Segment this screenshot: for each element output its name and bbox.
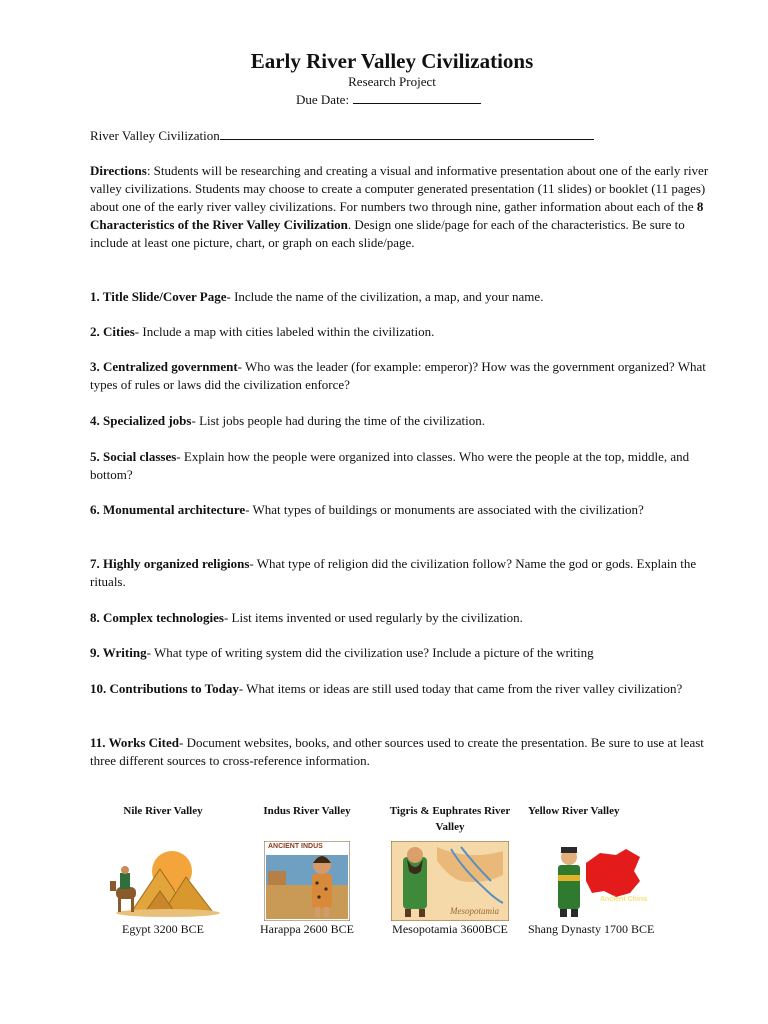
item-text: - Explain how the people were organized into classes. Who were the people at the top, middle, and bottom? bbox=[90, 449, 690, 482]
list-item bbox=[90, 680, 720, 698]
item-number: 11. bbox=[90, 735, 106, 750]
item-number: 8. bbox=[90, 610, 100, 625]
item-title: Writing bbox=[102, 645, 147, 660]
item-text: - Include the name of the civilization, a map, and your name. bbox=[226, 289, 544, 304]
item-title: Specialized jobs bbox=[103, 413, 192, 428]
civilization-label: River Valley Civilization bbox=[90, 128, 220, 143]
due-date-blank bbox=[353, 91, 481, 104]
item-text: - Document websites, books, and other sources used to create the presentation. Be sure to use at least three different sources to cross-reference information. bbox=[90, 735, 704, 768]
directions-paragraph bbox=[90, 162, 720, 252]
item-number: 1. bbox=[90, 289, 100, 304]
ancient-china-icon bbox=[548, 841, 648, 921]
due-date-label: Due Date: bbox=[296, 92, 350, 107]
list-item bbox=[90, 609, 720, 627]
list-item bbox=[90, 323, 720, 341]
item-text: - List items invented or used regularly by the civilization. bbox=[223, 610, 523, 625]
list-item bbox=[90, 412, 720, 430]
item-number: 9. bbox=[90, 645, 100, 660]
civilization-name: Indus River Valley bbox=[263, 805, 351, 817]
list-item bbox=[90, 448, 720, 484]
directions-text-2: . Design one slide/page for each of the characteristics. Be sure to include at least one picture, chart, or graph on each slide/page. bbox=[90, 217, 685, 250]
image-caption-text: Mesopotamia bbox=[450, 906, 499, 916]
item-text: - List jobs people had during the time of the civilization. bbox=[191, 413, 485, 428]
item-title: Contributions to Today bbox=[109, 681, 239, 696]
item-title: Monumental architecture bbox=[103, 502, 246, 517]
item-title: Title Slide/Cover Page bbox=[102, 289, 227, 304]
list-item bbox=[90, 734, 720, 770]
pyramids-camel-icon bbox=[102, 841, 224, 921]
civilization-name: Yellow River Valley bbox=[528, 805, 620, 817]
ancient-indus-icon bbox=[264, 841, 350, 921]
item-title: Works Cited bbox=[108, 735, 179, 750]
item-text: - What types of buildings or monuments are associated with the civilization? bbox=[245, 502, 644, 517]
mesopotamia-map-icon bbox=[391, 841, 509, 921]
item-number: 5. bbox=[90, 449, 100, 464]
civilization-indus bbox=[242, 803, 372, 937]
list-item bbox=[90, 555, 720, 591]
item-title: Centralized government bbox=[103, 359, 238, 374]
item-number: 4. bbox=[90, 413, 100, 428]
item-title: Complex technologies bbox=[103, 610, 224, 625]
civilization-caption: Harappa 2600 BCE bbox=[260, 922, 354, 936]
directions-text-1: : Students will be researching and creating a visual and informative presentation about one of the early river valley civilizations. Students may choose to create a computer generated presentation (11 slides) or booklet (11 pages) about one of the early river valley civilizations. For numbers two through nine, gather information about each of the bbox=[90, 163, 709, 214]
directions-bold-phrase: 8 Characteristics of the River Valley Civilization bbox=[90, 199, 704, 232]
directions-label: Directions bbox=[90, 163, 147, 178]
item-text: - What type of religion did the civilization follow? Name the god or gods. Explain the rituals. bbox=[90, 556, 697, 589]
page-subtitle: Research Project bbox=[348, 74, 436, 89]
civilization-caption: Shang Dynasty 1700 BCE bbox=[528, 922, 655, 936]
item-title: Highly organized religions bbox=[103, 556, 250, 571]
civilization-line bbox=[90, 127, 594, 145]
item-text: - Include a map with cities labeled within the civilization. bbox=[134, 324, 435, 339]
civilization-tigris-euphrates bbox=[385, 803, 515, 937]
civilization-name: Tigris & Euphrates River Valley bbox=[389, 805, 511, 833]
civilization-name: Nile River Valley bbox=[123, 805, 203, 817]
civilization-caption: Mesopotamia 3600BCE bbox=[392, 922, 508, 936]
image-caption-text: Ancient China bbox=[600, 896, 648, 903]
civilization-blank bbox=[220, 127, 594, 140]
item-number: 7. bbox=[90, 556, 100, 571]
item-text: - What type of writing system did the civilization use? Include a picture of the writing bbox=[146, 645, 594, 660]
item-text: - What items or ideas are still used today that came from the river valley civilization? bbox=[238, 681, 683, 696]
list-item bbox=[90, 501, 720, 519]
civilization-caption: Egypt 3200 BCE bbox=[121, 922, 204, 936]
item-title: Social classes bbox=[103, 449, 177, 464]
civilization-nile bbox=[98, 803, 228, 937]
item-number: 6. bbox=[90, 502, 100, 517]
item-number: 2. bbox=[90, 324, 100, 339]
item-text: - Who was the leader (for example: emperor)? How was the government organized? What types of rules or laws did the civilization enforce? bbox=[90, 359, 706, 392]
list-item bbox=[90, 358, 720, 394]
list-item bbox=[90, 288, 720, 306]
item-number: 3. bbox=[90, 359, 100, 374]
due-date-line bbox=[296, 91, 481, 109]
item-number: 10. bbox=[90, 681, 107, 696]
civilization-yellow-river bbox=[528, 803, 668, 937]
item-title: Cities bbox=[103, 324, 135, 339]
image-caption-text: ANCIENT INDUS bbox=[268, 843, 323, 850]
page-title: Early River Valley Civilizations bbox=[250, 49, 534, 73]
list-item bbox=[90, 644, 720, 662]
